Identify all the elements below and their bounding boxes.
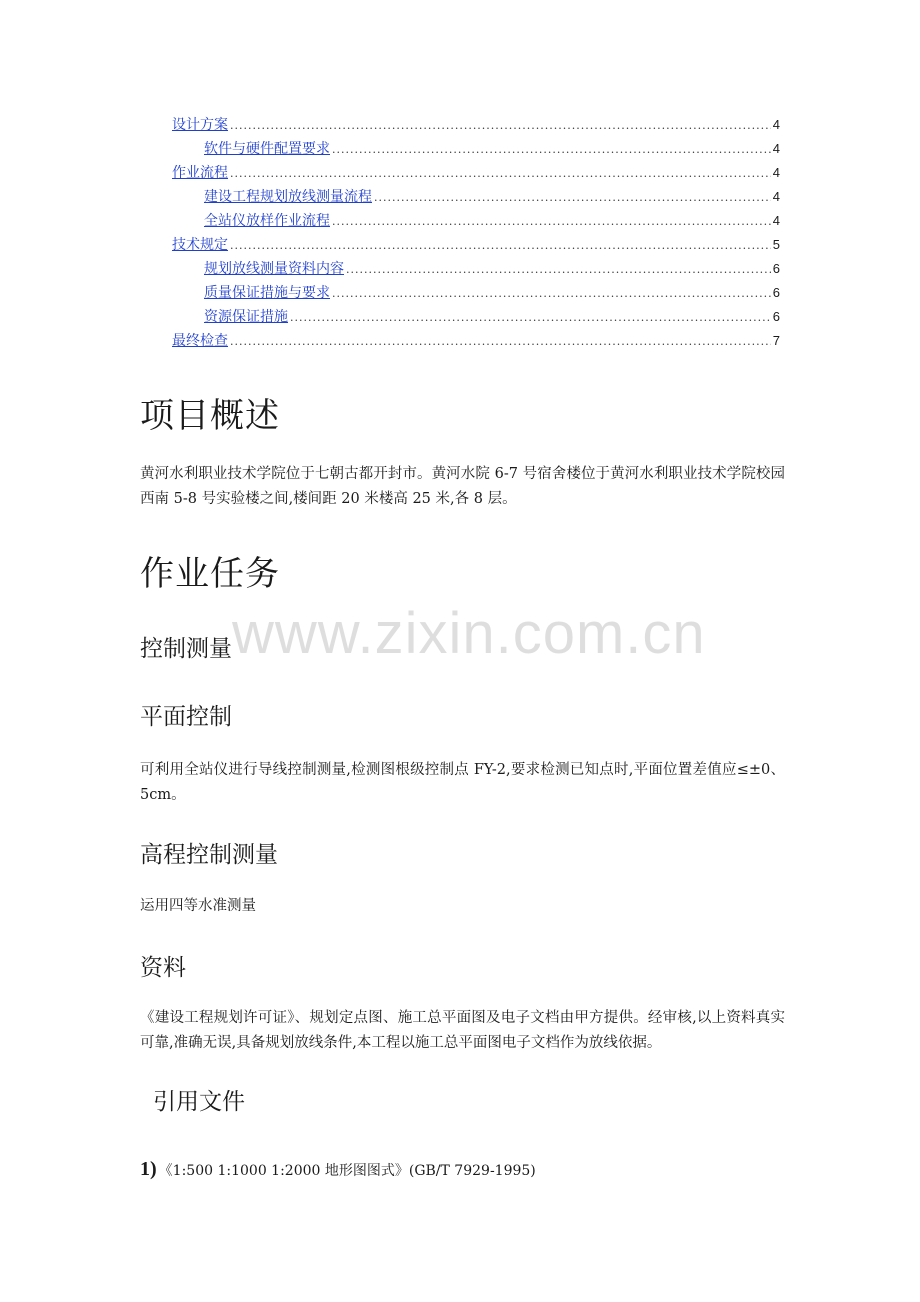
overview-paragraph: 黄河水利职业技术学院位于七朝古都开封市。黄河水院 6-7 号宿舍楼位于黄河水利职业技术学院校园西南 5-8 号实验楼之间,楼间距 20 米楼高 25 米,各 8 层。 bbox=[140, 466, 785, 507]
toc-page-number: 6 bbox=[772, 261, 780, 276]
toc-leader bbox=[332, 211, 771, 233]
toc-leader bbox=[230, 235, 771, 257]
toc-leader bbox=[290, 307, 771, 329]
toc-page-number: 6 bbox=[772, 309, 780, 324]
toc-page-number: 4 bbox=[772, 189, 780, 204]
toc-leader bbox=[374, 187, 771, 209]
toc-page-number: 4 bbox=[772, 141, 780, 156]
toc-page-number: 4 bbox=[772, 165, 780, 180]
toc-link[interactable]: 设计方案 bbox=[172, 117, 228, 133]
control-survey-heading: 控制测量 bbox=[140, 636, 232, 662]
watermark: www.zixin.com.cn bbox=[232, 601, 706, 666]
toc-page-number: 7 bbox=[772, 333, 780, 348]
toc-entry[interactable] bbox=[204, 258, 780, 280]
toc-link[interactable]: 软件与硬件配置要求 bbox=[204, 141, 330, 157]
elevation-control-heading: 高程控制测量 bbox=[140, 842, 278, 868]
reference-item bbox=[140, 1155, 536, 1185]
toc-link[interactable]: 资源保证措施 bbox=[204, 309, 288, 325]
toc-leader bbox=[346, 259, 771, 281]
toc-link[interactable]: 全站仪放样作业流程 bbox=[204, 213, 330, 229]
elevation-control-paragraph: 运用四等水准测量 bbox=[140, 898, 256, 914]
toc-entry[interactable] bbox=[204, 186, 780, 208]
materials-paragraph: 《建设工程规划许可证》、规划定点图、施工总平面图及电子文档由甲方提供。经审核,以上资料真实可靠,准确无误,具备规划放线条件,本工程以施工总平面图电子文档作为放线依据。 bbox=[140, 1010, 785, 1051]
toc-leader bbox=[230, 115, 771, 137]
toc-entry[interactable] bbox=[172, 234, 780, 256]
toc-leader bbox=[332, 139, 771, 161]
overview-heading: 项目概述 bbox=[140, 396, 280, 436]
toc-link[interactable]: 作业流程 bbox=[172, 165, 228, 181]
references-heading: 引用文件 bbox=[153, 1089, 245, 1115]
toc-entry[interactable] bbox=[204, 282, 780, 304]
toc-entry[interactable] bbox=[172, 162, 780, 184]
toc-entry[interactable] bbox=[204, 210, 780, 232]
toc-leader bbox=[332, 283, 771, 305]
toc-link[interactable]: 最终检查 bbox=[172, 333, 228, 349]
toc-page-number: 4 bbox=[772, 117, 780, 132]
toc-link[interactable]: 建设工程规划放线测量流程 bbox=[204, 189, 372, 205]
reference-text: 《1:500 1:1000 1:2000 地形图图式》(GB/T 7929-1995) bbox=[158, 1163, 536, 1179]
reference-number: 1) bbox=[140, 1158, 157, 1180]
toc-entry[interactable] bbox=[204, 138, 780, 160]
toc-page-number: 6 bbox=[772, 285, 780, 300]
toc-link[interactable]: 技术规定 bbox=[172, 237, 228, 253]
toc-page-number: 5 bbox=[772, 237, 780, 252]
toc-leader bbox=[230, 331, 771, 353]
toc-entry[interactable] bbox=[204, 306, 780, 328]
toc-link[interactable]: 质量保证措施与要求 bbox=[204, 285, 330, 301]
toc-entry[interactable] bbox=[172, 114, 780, 136]
toc-leader bbox=[230, 163, 771, 185]
materials-heading: 资料 bbox=[140, 955, 186, 981]
toc-link[interactable]: 规划放线测量资料内容 bbox=[204, 261, 344, 277]
toc-entry[interactable] bbox=[172, 330, 780, 352]
toc-page-number: 4 bbox=[772, 213, 780, 228]
plane-control-paragraph: 可利用全站仪进行导线控制测量,检测图根级控制点 FY-2,要求检测已知点时,平面位置差值应≤±0、5cm。 bbox=[140, 762, 785, 803]
plane-control-heading: 平面控制 bbox=[140, 704, 232, 730]
task-heading: 作业任务 bbox=[140, 554, 280, 594]
